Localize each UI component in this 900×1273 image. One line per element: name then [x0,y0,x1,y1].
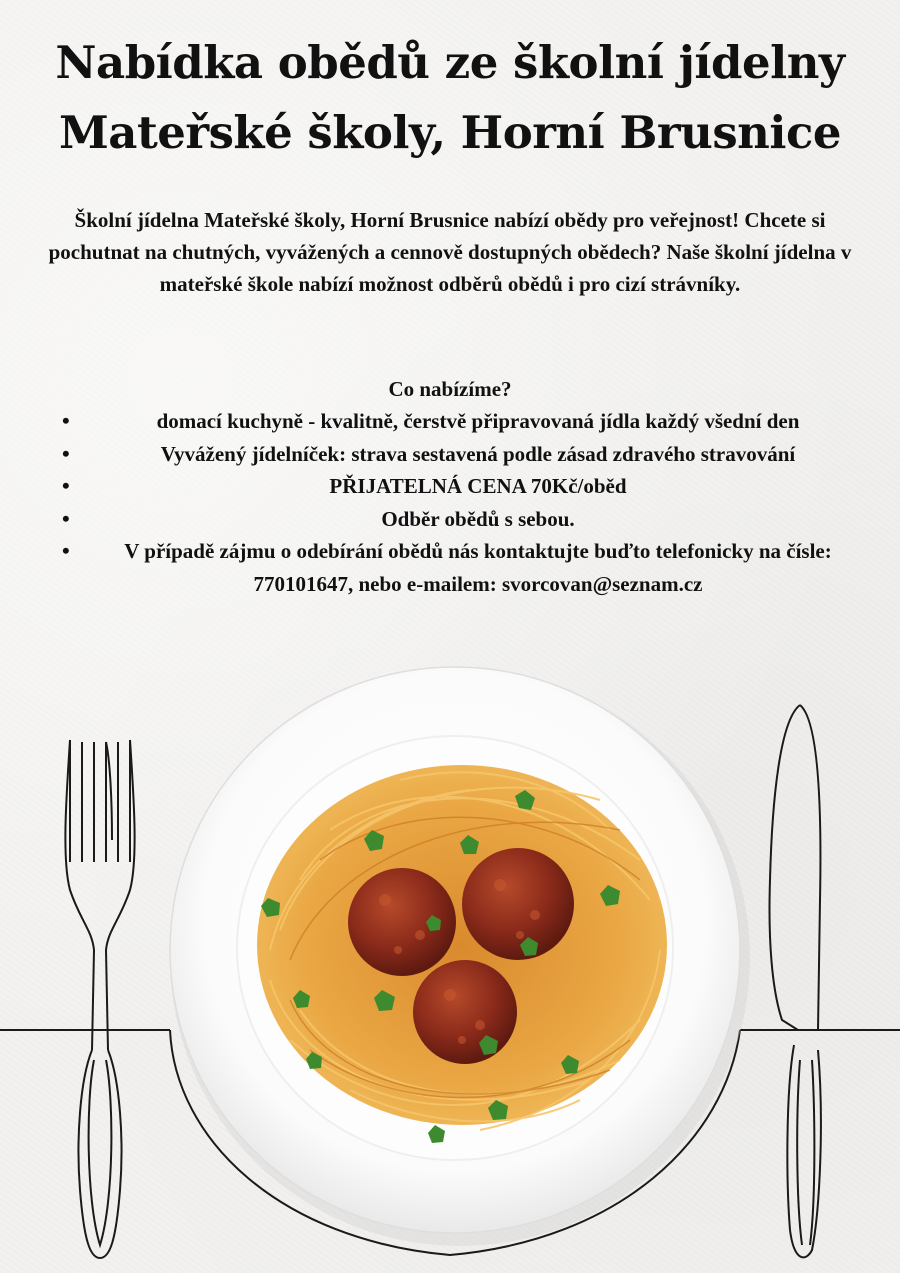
bullet-icon: • [62,440,70,466]
offer-heading: Co nabízíme? [388,377,512,401]
bullet-icon: • [62,473,70,498]
offer-item-text: domací kuchyně - kvalitně, čerstvě připravovaná jídla každý všední den [156,409,800,433]
bullet-icon: • [62,505,70,531]
bullet-icon: • [62,538,70,563]
fork-icon [65,740,134,1258]
bullet-icon: • [62,408,70,433]
offer-item-text: V případě zájmu o odebírání obědů nás kontaktujte buďto telefonicky na čísle: 770101647, nebo e-mailem: svorcovan@seznam.cz [124,539,832,596]
offer-item-text: PŘIJATELNÁ CENA 70Kč/oběd [329,474,627,498]
knife-icon [770,705,821,1257]
title-line-2: Mateřské školy, Horní Brusnice [58,106,842,159]
intro-text: Školní jídelna Mateřské školy, Horní Brusnice nabízí obědy pro veřejnost! Chcete si pochutnat na chutných, vyvážených a cennově dostupných obědech? Naše školní jídelna v mateřské škole nabízí možnost odběrů obědů i pro cizí strávníky. [48,208,852,296]
offer-item-text: Vyvážený jídelníček: strava sestavená podle zásad zdravého stravování [160,441,796,466]
offer-item-text: Odběr obědů s sebou. [381,506,575,531]
title-line-1: Nabídka obědů ze školní jídelny [55,36,845,89]
